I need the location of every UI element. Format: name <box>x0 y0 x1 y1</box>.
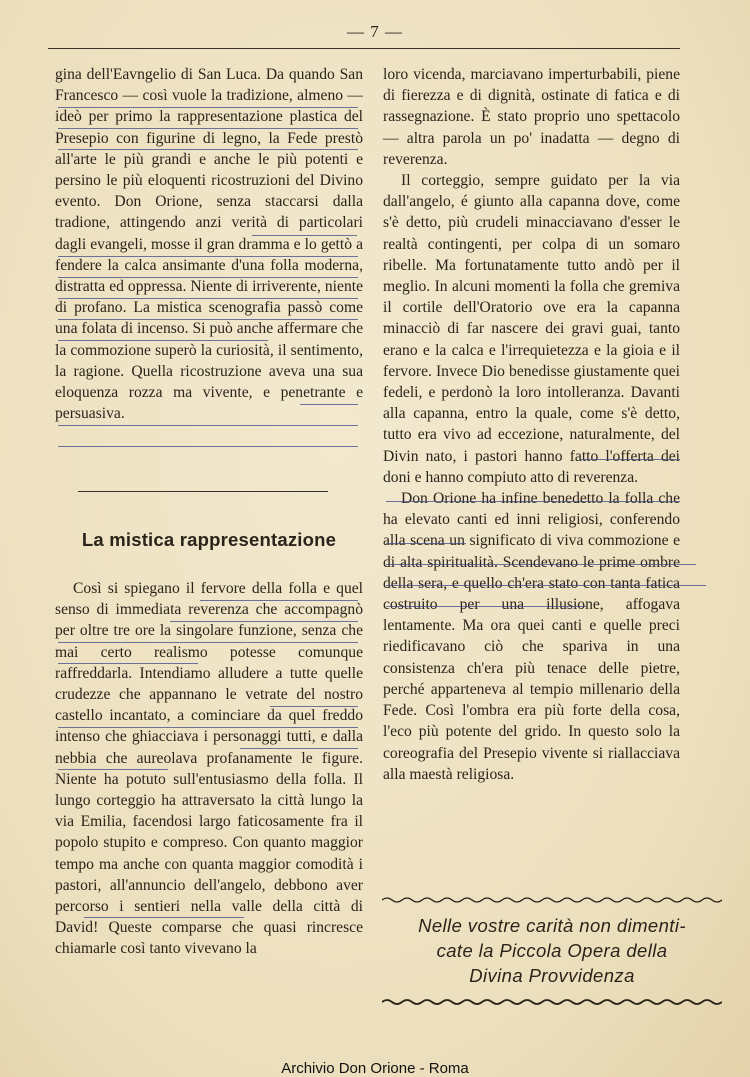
wavy-rule-top <box>382 895 722 905</box>
header-rule <box>48 48 680 49</box>
pencil-underline <box>58 340 268 341</box>
pencil-underline <box>58 298 358 299</box>
pencil-underline <box>300 404 358 405</box>
pencil-underline <box>386 564 696 565</box>
section-title: La mistica rappresentazione <box>81 529 337 550</box>
right-paragraph-1: loro vicenda, marciavano imperturbabili, piene di fierezza e di dignità, ostinate di fatica e di rassegnazione. È stato proprio uno spettacolo — altra parola un po' inadatta — degno di reverenza. <box>383 66 680 168</box>
pencil-underline <box>386 543 466 544</box>
left-column-end-rule <box>78 491 328 492</box>
pencil-underline <box>58 446 358 447</box>
pencil-underline <box>58 128 358 129</box>
notice-box <box>382 913 722 988</box>
archive-footer: Archivio Don Orione - Roma <box>281 1060 469 1077</box>
pencil-underline <box>386 606 586 607</box>
pencil-underline <box>58 277 358 278</box>
right-column <box>383 64 680 785</box>
notice-line-2: cate la Piccola Opera della <box>436 940 668 961</box>
left-paragraph-2: Così si spiegano il fervore della folla e quel senso di immediata reverenza che accompagnò per oltre tre ore la singolare funzione, senza che mai certo realismo potesse comunque raffreddarla. Intendiamo alludere a tutte quelle crudezze che appannano le vetrate del nostro castello incantato, a cominciare da quel freddo intenso che ghiacciava i personaggi tutti, e dalla nebbia che aureolava profanamente le figure. Niente ha potuto sull'entusiasmo della folla. Il lungo corteggio ha attraversato la città lungo la via Emilia, facendosi largo faticosamente fra il popolo stupito e compreso. Con quanto maggior tempo ma anche con quanta maggior comodità i pastori, all'annuncio dell'angelo, debbono aver percorso i sentieri nella valle della città di David! Queste comparse che quasi rincresce chiamarle così tanto vivevano la <box>55 580 363 958</box>
left-column-top <box>55 64 363 424</box>
pencil-underline <box>270 706 358 707</box>
pencil-underline <box>580 459 680 460</box>
pencil-underline <box>58 425 358 426</box>
pencil-underline <box>386 501 680 502</box>
pencil-underline <box>58 149 358 150</box>
notice-line-1: Nelle vostre carità non dimenti- <box>418 915 686 936</box>
pencil-underline <box>200 600 358 601</box>
page-number: — 7 — <box>347 22 403 41</box>
pencil-underline <box>58 769 168 770</box>
pencil-underline <box>58 727 358 728</box>
pencil-underline <box>58 256 358 257</box>
pencil-underline <box>58 663 198 664</box>
pencil-underline <box>84 917 244 918</box>
notice-line-3: Divina Provvidenza <box>469 965 635 986</box>
pencil-underline <box>58 107 358 108</box>
left-paragraph-1: gina dell'Eavngelio di San Luca. Da quando San Francesco — così vuole la tradizione, almeno — ideò per primo la rappresentazione plastica del Presepio con figurine di legno, la Fede prestò all'arte le più grandi e anche le più potenti e persino le più eloquenti ricostruzioni del Divino evento. Don Orione, senza staccarsi dalla tradione, attingendo anzi verità di particolari dagli evangeli, mosse il gran dramma e lo gettò a fendere la calca ansimante d'una folla moderna, distratta ed oppressa. Niente di irriverente, niente di profano. La mistica scenografia passò come una folata di incenso. Si può anche affermare che la commozione superò la curiosità, il sentimento, la ragione. Quella ricostruzione aveva una sua eloquenza rozza ma vivente, e penetrante e persuasiva. <box>55 66 363 423</box>
wavy-rule-bottom <box>382 997 722 1007</box>
right-paragraph-3: Don Orione ha infine benedetto la folla che ha elevato canti ed inni religiosi, conferendo alla scena un significato di viva commozione e di alta spiritualità. Scendevano le prime ombre della sera, e quello ch'era stato con tanta fatica costruito per una illusione, affogava lentamente. Ma ora quei canti e quelle preci riedificavano ciò che spariva in una consistenza ch'era più tenace delle pietre, perché apparteneva al tempio millenario della Fede. Così l'ombra era più forte della cosa, l'eco più potente del grido. In questo solo la coreografia del Presepio vivente si riallacciava alla maestà religiosa. <box>383 490 680 783</box>
pencil-underline <box>58 642 358 643</box>
pencil-underline <box>58 319 358 320</box>
right-paragraph-2: Il corteggio, sempre guidato per la via dall'angelo, é giunto alla capanna dove, come s'è detto, più crudeli minacciavano d'esser le realtà contingenti, per colpa di un somaro ribelle. Ma fortunatamente tutto andò per il meglio. In alcuni momenti la folla che gremiva il cortile dell'Oratorio ove era la capanna minacciò di far nascere dei gravi guai, tanto erano e la calca e l'irrequietezza e la gioia e il fervore. Invece Dio benedisse giustamente quei fedeli, e perdonò la loro intolleranza. Davanti alla capanna, entro la quale, come s'è detto, tutto era vivo ad eccezione, naturalmente, del Divin nato, i pastori hanno fatto l'offerta dei doni e hanno compiuto atto di reverenza. <box>383 172 680 486</box>
pencil-underline <box>240 748 358 749</box>
pencil-underline <box>386 585 706 586</box>
pencil-underline <box>252 235 357 236</box>
pencil-underline <box>170 621 358 622</box>
